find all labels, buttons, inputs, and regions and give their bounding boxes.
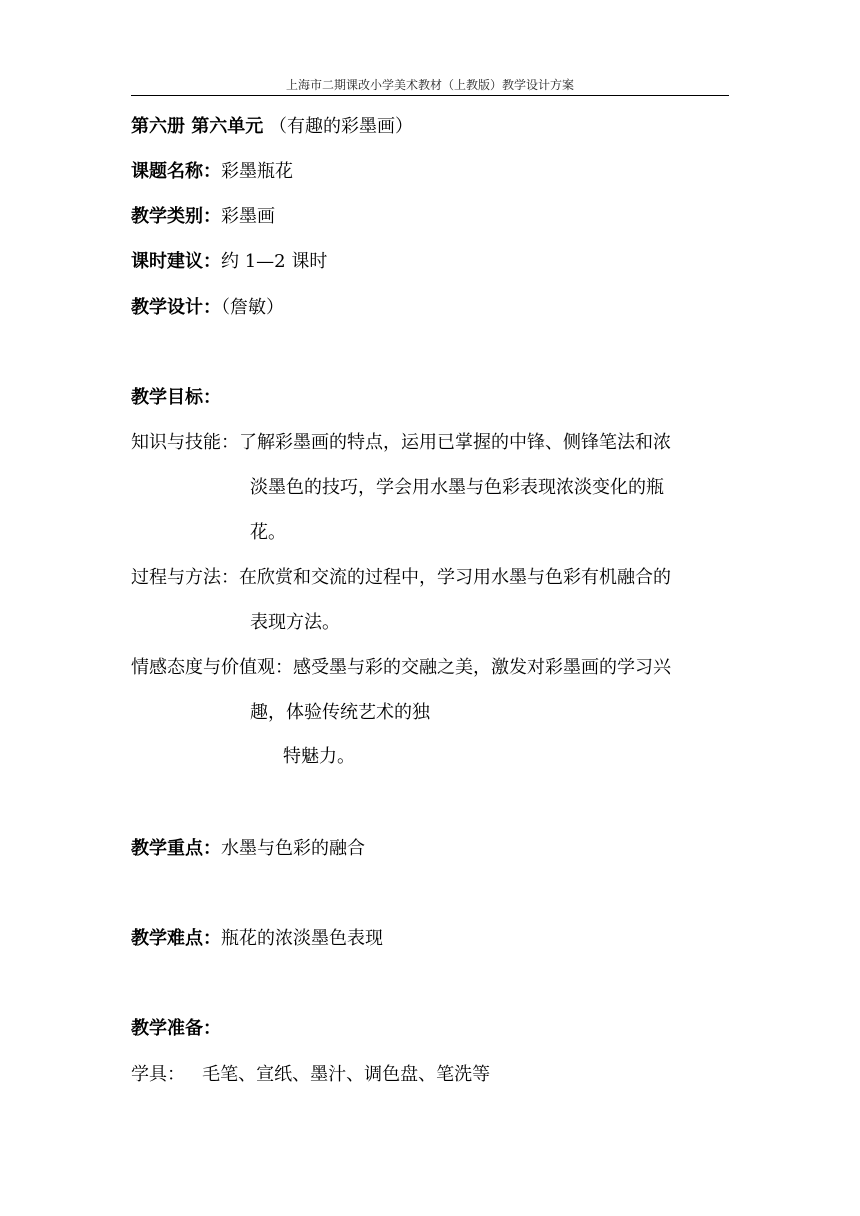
page-header: 上海市二期课改小学美术教材（上教版）教学设计方案 [285, 78, 574, 92]
process-line-2: 表现方法。 [250, 612, 340, 633]
objectives-heading: 教学目标： [131, 387, 221, 408]
designer-line [131, 295, 284, 321]
knowledge-line-1: 知识与技能：了解彩墨画的特点，运用已掌握的中锋、侧锋笔法和浓 [131, 432, 671, 453]
tools-label: 学具： [131, 1064, 185, 1085]
process-line-1: 过程与方法：在欣赏和交流的过程中，学习用水墨与色彩有机融合的 [131, 567, 671, 588]
unit-topic: （有趣的彩墨画） [263, 116, 414, 137]
lesson-name-value: 彩墨瓶花 [221, 161, 293, 182]
category-label: 教学类别： [131, 206, 221, 227]
designer-value: （詹敏） [221, 297, 284, 318]
lesson-name-line [131, 159, 293, 185]
designer-label: 教学设计： [131, 297, 221, 318]
emotion-line-2: 趣，体验传统艺术的独 [250, 702, 430, 723]
lesson-name-label: 课题名称： [131, 161, 221, 182]
tools-value: 毛笔、宣纸、墨汁、调色盘、笔洗等 [185, 1064, 491, 1085]
emotion-line-3: 特魅力。 [283, 746, 355, 767]
unit-label: 第六册 第六单元 [131, 116, 264, 137]
unit-line [131, 114, 413, 140]
header-divider [131, 95, 729, 96]
tools-line [131, 1062, 490, 1088]
category-value: 彩墨画 [221, 206, 275, 227]
difficulty-label: 教学难点： [131, 928, 221, 949]
periods-line [131, 249, 327, 275]
knowledge-line-3: 花。 [250, 522, 286, 543]
key-point-label: 教学重点： [131, 838, 221, 859]
preparation-heading: 教学准备： [131, 1018, 221, 1039]
periods-value: 约 1—2 课时 [221, 251, 328, 272]
periods-label: 课时建议： [131, 251, 221, 272]
difficulty-line [131, 926, 383, 952]
difficulty-value: 瓶花的浓淡墨色表现 [221, 928, 383, 949]
knowledge-line-2: 淡墨色的技巧，学会用水墨与色彩表现浓淡变化的瓶 [250, 477, 664, 498]
category-line [131, 204, 275, 230]
emotion-line-1: 情感态度与价值观：感受墨与彩的交融之美，激发对彩墨画的学习兴 [131, 657, 671, 678]
key-point-line [131, 836, 365, 862]
key-point-value: 水墨与色彩的融合 [221, 838, 365, 859]
